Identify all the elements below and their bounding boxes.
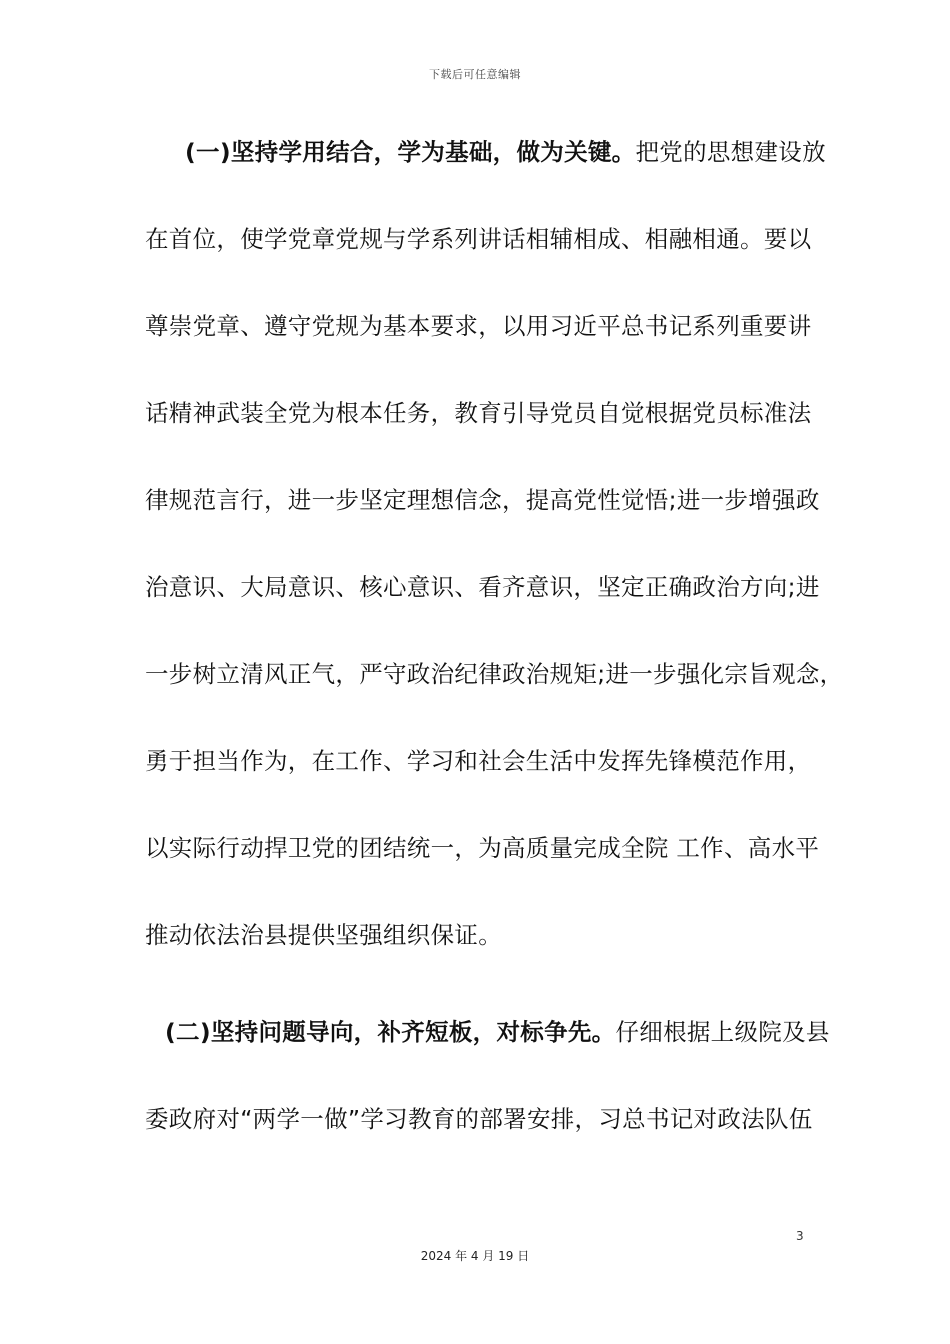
footer-date: 2024 年 4 月 19 日	[420, 1249, 530, 1263]
paragraph-1-line-1-text: 把党的思想建设放	[635, 138, 826, 166]
paragraph-2-line-1-text: 仔细根据上级院及县	[615, 1018, 830, 1046]
paragraph-2-line-2: 委政府对“两学一做”学习教育的部署安排，习总书记对政法队伍	[145, 1105, 813, 1133]
paragraph-1-line-4: 话精神武装全党为根本任务，教育引导党员自觉根据党员标准法	[145, 399, 812, 427]
paragraph-2-heading: (二)坚持问题导向，补齐短板，对标争先。	[165, 1018, 616, 1046]
paragraph-1-line-7: 一步树立清风正气，严守政治纪律政治规矩;进一步强化宗旨观念，	[145, 660, 844, 688]
paragraph-1-line-9: 以实际行动捍卫党的团结统一，为高质量完成全院 工作、高水平	[145, 834, 820, 862]
page-number: 3	[796, 1229, 804, 1243]
paragraph-1-line-6: 治意识、大局意识、核心意识、看齐意识，坚定正确政治方向;进	[145, 573, 820, 601]
paragraph-1-line-5: 律规范言行，进一步坚定理想信念，提高党性觉悟;进一步增强政	[145, 486, 820, 514]
paragraph-1-line-10: 推动依法治县提供坚强组织保证。	[145, 921, 502, 949]
paragraph-1-line-2: 在首位，使学党章党规与学系列讲话相辅相成、相融相通。要以	[145, 225, 812, 253]
paragraph-1-line-8: 勇于担当作为，在工作、学习和社会生活中发挥先锋模范作用，	[145, 747, 812, 775]
paragraph-1-line-3: 尊崇党章、遵守党规为基本要求，以用习近平总书记系列重要讲	[145, 312, 812, 340]
paragraph-2-line-1	[165, 1017, 830, 1047]
header-note: 下载后可任意编辑	[429, 68, 521, 81]
paragraph-1-heading: (一)坚持学用结合，学为基础，做为关键。	[185, 138, 636, 166]
paragraph-1-line-1	[185, 137, 826, 167]
